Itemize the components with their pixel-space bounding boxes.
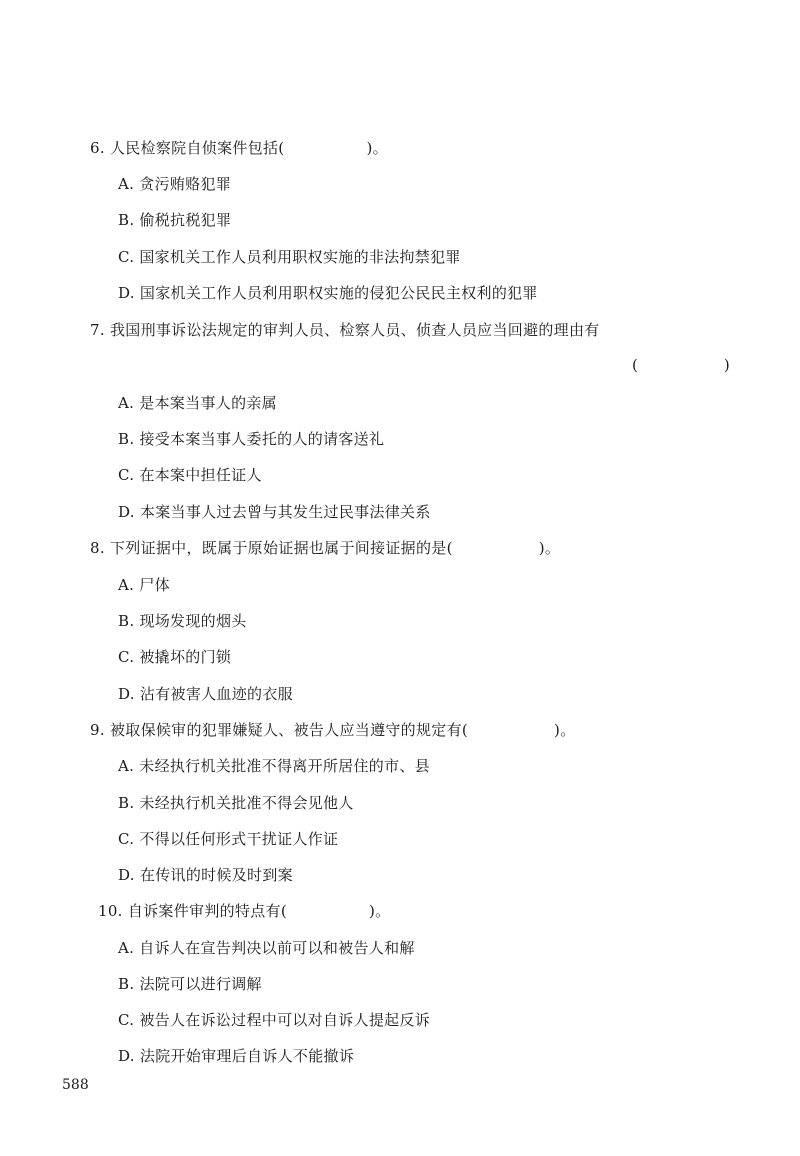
question-9-stem (90, 720, 576, 740)
question-7-answer-parens (632, 355, 730, 375)
question-9-stem-end: )。 (554, 721, 576, 739)
question-6-option-d: D. 国家机关工作人员利用职权实施的侵犯公民民主权利的犯罪 (118, 284, 538, 302)
question-7-option-c: C. 在本案中担任证人 (118, 466, 262, 484)
question-10-option-c: C. 被告人在诉讼过程中可以对自诉人提起反诉 (118, 1011, 431, 1029)
question-10-option-b: B. 法院可以进行调解 (118, 975, 262, 993)
question-8-option-a: A. 尸体 (118, 576, 170, 594)
question-10-option-a: A. 自诉人在宣告判决以前可以和被告人和解 (118, 939, 415, 957)
page-number: 588 (62, 1077, 89, 1093)
question-10-stem-end: )。 (368, 902, 391, 920)
question-10-stem (98, 901, 390, 921)
question-8-option-c: C. 被撬坏的门锁 (118, 648, 232, 666)
question-6-option-a: A. 贪污贿赂犯罪 (118, 175, 232, 193)
question-7-option-d: D. 本案当事人过去曾与其发生过民事法律关系 (118, 503, 431, 521)
question-6-option-c: C. 国家机关工作人员利用职权实施的非法拘禁犯罪 (118, 248, 461, 266)
question-6-stem-end: )。 (366, 139, 388, 157)
question-10-option-d: D. 法院开始审理后自诉人不能撤诉 (118, 1047, 355, 1065)
question-9-option-a: A. 未经执行机关批准不得离开所居住的市、县 (118, 757, 430, 775)
question-8-option-d: D. 沾有被害人血迹的衣服 (118, 685, 293, 703)
question-6-option-b: B. 偷税抗税犯罪 (118, 211, 232, 229)
question-6-stem (90, 138, 388, 158)
question-9-stem-text: 9. 被取保候审的犯罪嫌疑人、被告人应当遵守的规定有( (90, 721, 469, 739)
question-8-stem (90, 538, 560, 558)
paren-open: ( (632, 356, 638, 374)
question-8-stem-text: 8. 下列证据中，既属于原始证据也属于间接证据的是( (90, 539, 453, 557)
question-8-option-b: B. 现场发现的烟头 (118, 612, 247, 630)
question-7-option-b: B. 接受本案当事人委托的人的请客送礼 (118, 430, 385, 448)
paren-close: ) (723, 356, 730, 374)
question-8-stem-end: )。 (538, 539, 561, 557)
question-9-option-d: D. 在传讯的时候及时到案 (118, 866, 293, 884)
question-9-option-c: C. 不得以任何形式干扰证人作证 (118, 830, 339, 848)
question-7-stem: 7. 我国刑事诉讼法规定的审判人员、检察人员、侦查人员应当回避的理由有 (90, 321, 600, 339)
question-9-option-b: B. 未经执行机关批准不得会见他人 (118, 794, 354, 812)
question-7-option-a: A. 是本案当事人的亲属 (118, 394, 277, 412)
question-6-stem-text: 6. 人民检察院自侦案件包括( (90, 139, 285, 157)
question-10-stem-text: 10. 自诉案件审判的特点有( (98, 902, 287, 920)
